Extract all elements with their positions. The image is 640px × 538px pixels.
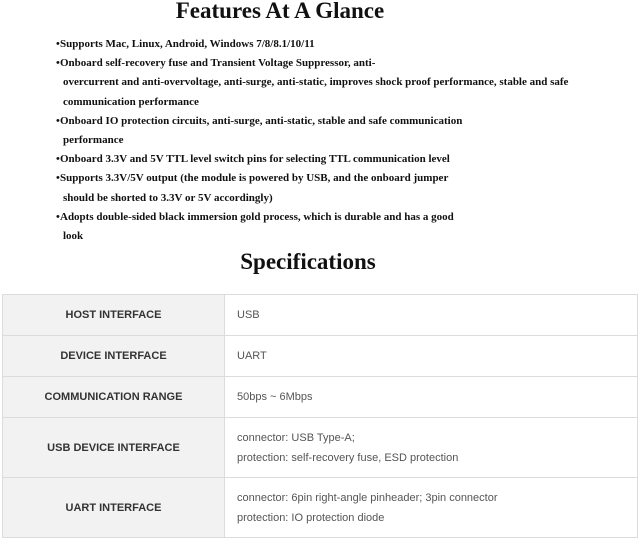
spec-value xyxy=(225,295,638,336)
spec-value xyxy=(225,478,638,538)
feature-line: overcurrent and anti-overvoltage, anti-surge, anti-static, improves shock proof performance, stable and safe xyxy=(63,76,569,89)
bullet-icon: • xyxy=(56,153,60,166)
spec-key: DEVICE INTERFACE xyxy=(3,336,225,377)
feature-line: Supports 3.3V/5V output (the module is powered by USB, and the onboard jumper xyxy=(60,172,449,185)
list-item xyxy=(56,35,616,54)
feature-line: communication performance xyxy=(63,95,199,108)
spec-value-line: UART xyxy=(237,350,267,362)
features-list xyxy=(56,35,616,246)
spec-value-line: connector: 6pin right-angle pinheader; 3pin connector xyxy=(237,491,498,504)
spec-key: USB DEVICE INTERFACE xyxy=(3,418,225,478)
bullet-icon: • xyxy=(56,210,60,223)
spec-value-line: USB xyxy=(237,309,260,321)
spec-value-line: protection: IO protection diode xyxy=(237,511,385,524)
spec-value xyxy=(225,418,638,478)
spec-key: COMMUNICATION RANGE xyxy=(3,377,225,418)
spec-value xyxy=(225,377,638,418)
feature-line: should be shorted to 3.3V or 5V accordingly) xyxy=(63,191,273,204)
list-item xyxy=(56,54,616,112)
table-row xyxy=(3,418,638,478)
bullet-icon: • xyxy=(56,38,60,50)
spec-value-line: connector: USB Type-A; xyxy=(237,431,355,444)
feature-line: Onboard IO protection circuits, anti-surge, anti-static, stable and safe communication xyxy=(60,114,463,127)
spec-key: UART INTERFACE xyxy=(3,478,225,538)
features-title: Features At A Glance xyxy=(175,0,385,23)
table-row xyxy=(3,295,638,336)
feature-line: Adopts double-sided black immersion gold process, which is durable and has a good xyxy=(60,210,454,223)
feature-line: Onboard self-recovery fuse and Transient Voltage Suppressor, anti- xyxy=(60,57,376,70)
table-row xyxy=(3,478,638,538)
specifications-table xyxy=(2,294,638,538)
spec-value xyxy=(225,336,638,377)
table-row xyxy=(3,377,638,418)
list-item xyxy=(56,150,616,169)
feature-line: Supports Mac, Linux, Android, Windows 7/8/8.1/10/11 xyxy=(60,38,315,50)
table-row xyxy=(3,336,638,377)
feature-line: performance xyxy=(63,134,124,147)
specifications-title: Specifications xyxy=(240,249,376,274)
spec-key: HOST INTERFACE xyxy=(3,295,225,336)
feature-line: Onboard 3.3V and 5V TTL level switch pins for selecting TTL communication level xyxy=(60,153,450,166)
feature-line: look xyxy=(63,230,84,243)
bullet-icon: • xyxy=(56,114,60,127)
spec-value-line: 50bps ~ 6Mbps xyxy=(237,391,313,403)
spec-value-line: protection: self-recovery fuse, ESD protection xyxy=(237,451,459,464)
list-item xyxy=(56,169,616,207)
list-item xyxy=(56,208,616,246)
list-item xyxy=(56,112,616,150)
bullet-icon: • xyxy=(56,57,60,70)
bullet-icon: • xyxy=(56,172,60,185)
